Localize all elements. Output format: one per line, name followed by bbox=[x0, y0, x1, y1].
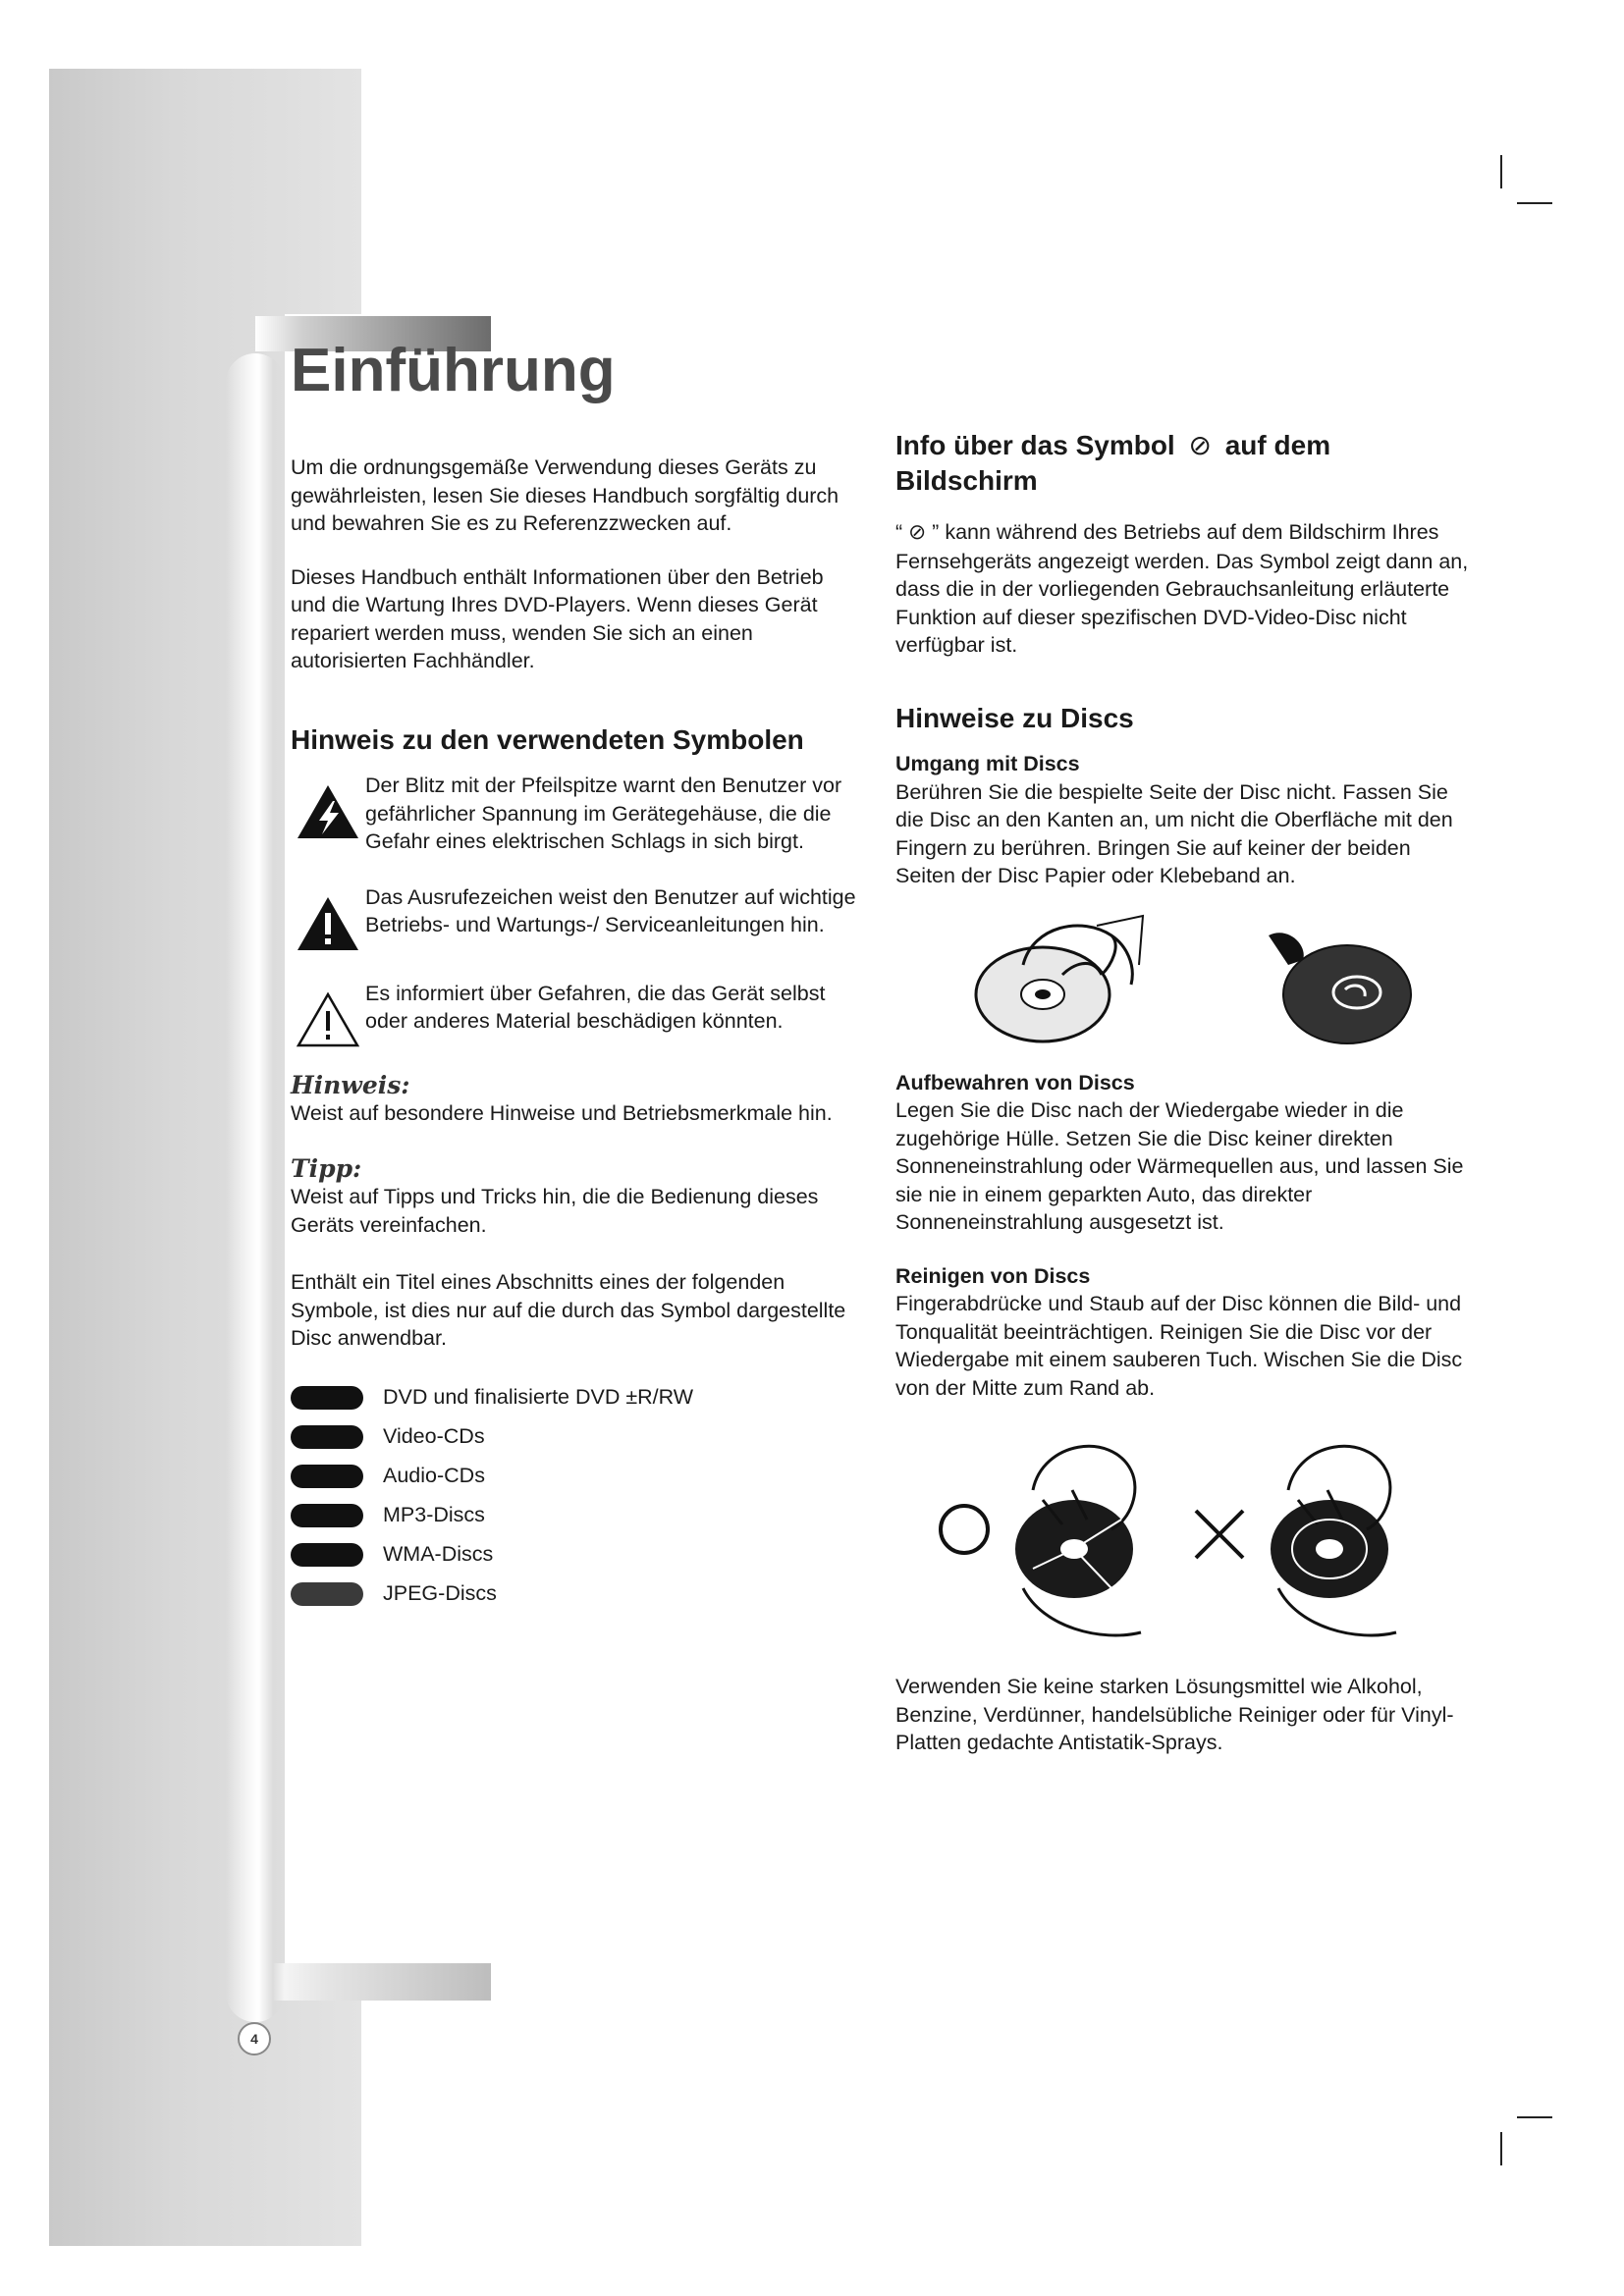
disc-type-list bbox=[291, 1378, 860, 1614]
cd-badge-icon bbox=[291, 1465, 363, 1488]
symbol-entry bbox=[291, 980, 860, 1048]
title-symbols-text: Enthält ein Titel eines Abschnitts eines der folgenden Symbole, ist dies nur auf die durch das Symbol dargestellte Disc anwendbar. bbox=[291, 1270, 846, 1350]
disc-type-label: Audio-CDs bbox=[383, 1464, 485, 1488]
disc-type-label: DVD und finalisierte DVD ±R/RW bbox=[383, 1385, 694, 1410]
list-item bbox=[291, 1496, 860, 1535]
intro-paragraph-1: Um die ordnungsgemäße Verwendung dieses Geräts zu gewährleisten, lesen Sie dieses Handbuch sorgfältig durch und bewahren Sie es zu Referenzzwecken auf. bbox=[291, 455, 839, 535]
handling-text: Berühren Sie die bespielte Seite der Disc nicht. Fassen Sie die Disc an den Kanten an, um nicht die Oberfläche mit den Fingern zu berühren. Bringen Sie auf keiner der beiden Seiten der Disc Papier oder Klebeband an. bbox=[895, 779, 1453, 887]
correct-circle-icon bbox=[935, 1500, 994, 1559]
wipe-circular-icon bbox=[1259, 1431, 1406, 1647]
list-item bbox=[291, 1457, 860, 1496]
disc-type-label: JPEG-Discs bbox=[383, 1581, 497, 1606]
bottom-bar-decoration bbox=[255, 1963, 491, 2001]
disc-type-label: MP3-Discs bbox=[383, 1503, 485, 1527]
storage-heading: Aufbewahren von Discs bbox=[895, 1070, 1135, 1095]
exclamation-warning-icon bbox=[296, 895, 360, 952]
cleaning-heading: Reinigen von Discs bbox=[895, 1263, 1091, 1288]
symbol-entry bbox=[291, 883, 860, 952]
side-tube-decoration bbox=[226, 353, 285, 2022]
list-item bbox=[291, 1417, 860, 1457]
jpeg-badge-icon bbox=[291, 1582, 363, 1606]
symbol-info-text bbox=[895, 518, 1475, 660]
page-number: 4 bbox=[238, 2022, 271, 2056]
symbols-heading: Hinweis zu den verwendeten Symbolen bbox=[291, 723, 804, 755]
wma-badge-icon bbox=[291, 1543, 363, 1567]
hinweis-text: Weist auf besondere Hinweise und Betriebsmerkmale hin. bbox=[291, 1101, 833, 1125]
symbol-text-caution: Es informiert über Gefahren, die das Gerät selbst oder anderes Material beschädigen könnten. bbox=[365, 981, 826, 1033]
wipe-radial-icon bbox=[1003, 1431, 1151, 1647]
symbol-text-lightning: Der Blitz mit der Pfeilspitze warnt den Benutzer vor gefährlicher Spannung im Gerätegehäuse, die die Gefahr eines elektrischen Schlags in sich birgt. bbox=[365, 774, 842, 853]
prohibited-icon: ⊘ bbox=[1188, 429, 1212, 461]
storage-text: Legen Sie die Disc nach der Wiedergabe wieder in die zugehörige Hülle. Setzen Sie die Disc keiner direkten Sonneneinstrahlung oder Wärmequellen aus, und lassen Sie sie nie in einem geparkten Auto, das direkter Sonneneinstrahlung ausgesetzt ist. bbox=[895, 1098, 1464, 1234]
symbol-entry bbox=[291, 772, 860, 856]
handling-heading: Umgang mit Discs bbox=[895, 752, 1080, 775]
list-item bbox=[291, 1378, 860, 1417]
crop-mark bbox=[1517, 2116, 1552, 2118]
intro-paragraph-2: Dieses Handbuch enthält Informationen über den Betrieb und die Wartung Ihres DVD-Players. Wenn dieses Gerät repariert werden muss, wenden Sie sich an einen autorisierten Fachhändler. bbox=[291, 564, 824, 672]
disc-type-label: WMA-Discs bbox=[383, 1542, 494, 1567]
mp3-badge-icon bbox=[291, 1504, 363, 1527]
tipp-text: Weist auf Tipps und Tricks hin, die die Bedienung dieses Geräts vereinfachen. bbox=[291, 1185, 819, 1237]
vcd-badge-icon bbox=[291, 1425, 363, 1449]
disc-type-label: Video-CDs bbox=[383, 1424, 485, 1449]
tipp-label: Tipp: bbox=[291, 1153, 362, 1183]
cleaning-illustrations bbox=[895, 1421, 1475, 1667]
list-item bbox=[291, 1535, 860, 1575]
wrong-cross-icon bbox=[1190, 1505, 1249, 1564]
disc-held-by-center-icon bbox=[1249, 906, 1426, 1053]
symbol-info-body: kann während des Betriebs auf dem Bildschirm Ihres Fernsehgeräts angezeigt werden. Das Symbol zeigt dann an, dass die in der vorliegenden Gebrauchsanleitung erläuterte Funktion auf dieser spezifischen DVD-Video-Disc nicht verfügbar ist. bbox=[895, 520, 1469, 657]
disc-held-by-edge-icon bbox=[964, 906, 1151, 1053]
crop-mark bbox=[1500, 2132, 1502, 2165]
dvd-badge-icon bbox=[291, 1386, 363, 1410]
right-column bbox=[895, 428, 1475, 1757]
lightning-warning-icon bbox=[296, 783, 360, 840]
caution-outline-icon bbox=[296, 991, 360, 1048]
left-column bbox=[291, 454, 860, 1614]
quote-open: “ bbox=[895, 520, 903, 544]
crop-mark bbox=[1517, 202, 1552, 204]
page-title: Einführung bbox=[291, 337, 616, 404]
symbol-heading-post: auf dem Bildschirm bbox=[895, 430, 1331, 496]
symbol-text-exclamation: Das Ausrufezeichen weist den Benutzer auf wichtige Betriebs- und Wartungs-/ Serviceanleitungen hin. bbox=[365, 884, 856, 936]
crop-mark bbox=[1500, 155, 1502, 188]
hinweis-label: Hinweis: bbox=[291, 1070, 410, 1099]
discs-heading: Hinweise zu Discs bbox=[895, 702, 1134, 733]
quote-close: ” bbox=[932, 520, 940, 544]
handling-illustrations bbox=[895, 896, 1475, 1069]
symbol-heading-pre: Info über das Symbol bbox=[895, 430, 1175, 460]
symbol-info-heading bbox=[895, 428, 1475, 499]
prohibited-icon: ⊘ bbox=[908, 520, 927, 545]
list-item bbox=[291, 1575, 860, 1614]
cleaning-text: Fingerabdrücke und Staub auf der Disc können die Bild- und Tonqualität beeinträchtigen. Reinigen Sie die Disc vor der Wiedergabe mit einem sauberen Tuch. Wischen Sie die Disc von der Mitte zum Rand ab. bbox=[895, 1292, 1463, 1400]
solvents-text: Verwenden Sie keine starken Lösungsmittel wie Alkohol, Benzine, Verdünner, handelsübliche Reiniger oder für Vinyl-Platten gedachte Antistatik-Sprays. bbox=[895, 1675, 1454, 1754]
